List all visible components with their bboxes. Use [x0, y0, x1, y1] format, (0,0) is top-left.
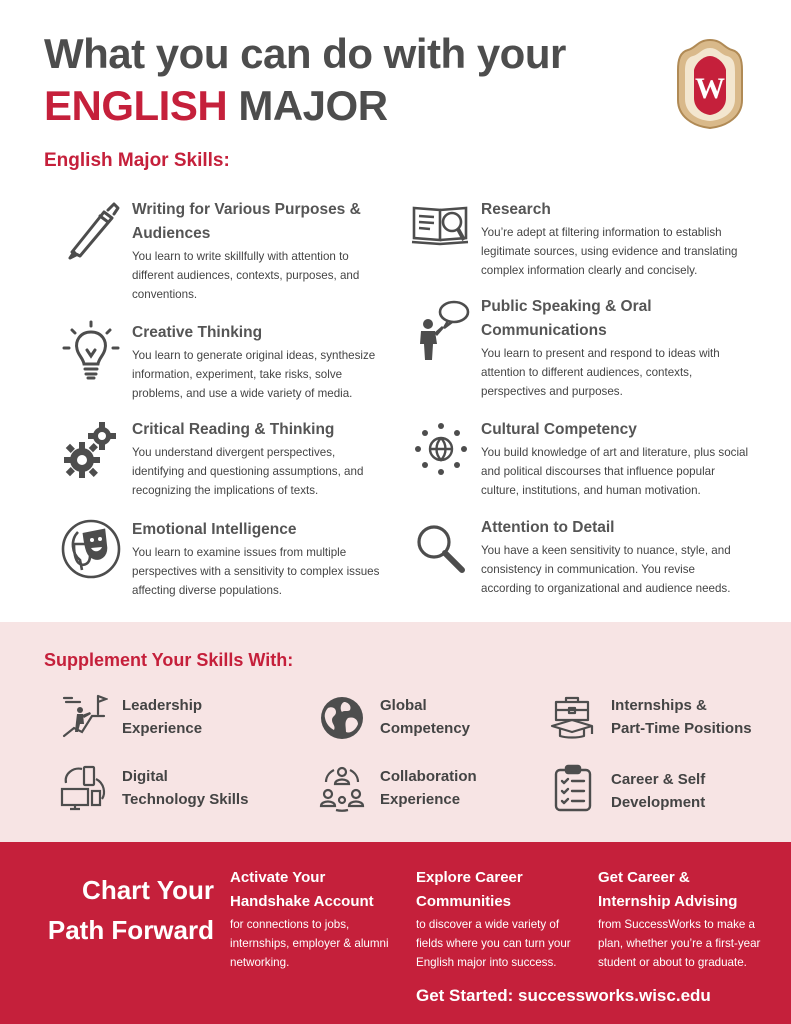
skill-description: You’re adept at filtering information to establish legitimate sources, using evidence and translating complex information clearly and concisely.: [481, 226, 738, 277]
skill-name: Public Speaking & Oral Communications: [481, 298, 652, 339]
footer-col-career-communities: Explore Career Communities to discover a wide variety of fields where you can turn your English major into success.: [416, 869, 571, 969]
skill-description: You learn to generate original ideas, synthesize information, experiment, take risks, solve problems, and use a wide variety of media.: [132, 349, 376, 400]
skill-name: Writing for Various Purposes & Audiences: [132, 201, 361, 242]
theater-masks-icon: [60, 518, 122, 580]
skill-description: You learn to present and respond to ideas with attention to different audiences, contexts, perspectives and purposes.: [481, 347, 720, 398]
skill-critical-reading: [132, 418, 380, 500]
skill-name: Creative Thinking: [132, 324, 263, 341]
supplement-item-digital: Digital Technology Skills: [122, 768, 249, 808]
chart-your-path-heading: Chart Your Path Forward: [47, 875, 214, 945]
clipboard-checklist-icon: [550, 764, 598, 812]
gears-icon: [60, 418, 122, 480]
footer-col-handshake: Activate Your Handshake Account for connections to jobs, internships, employer & alumni networking.: [230, 869, 389, 969]
page-title: [44, 28, 566, 132]
supplement-heading: Supplement Your Skills With:: [44, 650, 294, 670]
skill-name: Research: [481, 201, 551, 218]
briefcase-icon: [548, 692, 596, 740]
globe-icon: [318, 694, 366, 742]
skill-creative-thinking: [132, 321, 380, 403]
title-line1: What you can do with your: [44, 30, 566, 77]
footer-col-advising: Get Career & Internship Advising from SuccessWorks to make a plan, whether you’re a first-year student or about to graduate.: [598, 869, 761, 969]
skill-description: You have a keen sensitivity to nuance, style, and consistency in communication. You revise according to organizational and audience needs.: [481, 544, 731, 595]
skill-name: Cultural Competency: [481, 421, 637, 438]
team-icon: [318, 764, 366, 812]
skill-research: [481, 198, 746, 280]
book-magnifier-icon: [410, 196, 472, 258]
skill-name: Attention to Detail: [481, 519, 615, 536]
skills-heading: English Major Skills:: [44, 150, 230, 171]
supplement-item-collaboration: Collaboration Experience: [380, 768, 477, 808]
get-started-link[interactable]: Get Started: successworks.wisc.edu: [416, 986, 711, 1005]
supplement-item-internships: Internships & Part-Time Positions: [611, 697, 752, 737]
skill-emotional-intelligence: [132, 518, 382, 600]
speaker-icon: [410, 300, 472, 362]
footer: [0, 842, 791, 1024]
climber-flag-icon: [60, 692, 108, 740]
supplement-item-career: Career & Self Development: [611, 771, 706, 811]
uw-crest-logo: [674, 38, 746, 130]
globe-people-icon: [410, 418, 472, 480]
title-rest: MAJOR: [238, 82, 388, 129]
lightbulb-icon: [60, 320, 122, 382]
skill-name: Critical Reading & Thinking: [132, 421, 335, 438]
skill-writing: [132, 198, 377, 304]
skill-name: Emotional Intelligence: [132, 521, 297, 538]
skill-cultural-competency: [481, 418, 756, 500]
skill-description: You learn to examine issues from multiple perspectives with a sensitivity to complex issues affecting diverse populations.: [132, 546, 380, 597]
devices-icon: [60, 765, 108, 813]
magnifier-icon: [410, 518, 472, 580]
supplement-item-global: Global Competency: [380, 697, 471, 737]
svg-text:W: W: [695, 72, 725, 105]
skill-description: You build knowledge of art and literature, plus social and political discourses that influence popular culture, institutions, and human motivation.: [481, 446, 749, 497]
skill-description: You understand divergent perspectives, identifying and questioning assumptions, and recognizing the implications of texts.: [132, 446, 364, 497]
skill-description: You learn to write skillfully with attention to different audiences, contexts, purposes, and conventions.: [132, 250, 360, 301]
skill-public-speaking: [481, 295, 731, 401]
title-accent: ENGLISH: [44, 82, 228, 129]
supplement-item-leadership: Leadership Experience: [122, 697, 203, 737]
skill-attention-to-detail: [481, 516, 743, 598]
pen-icon: [60, 200, 122, 262]
